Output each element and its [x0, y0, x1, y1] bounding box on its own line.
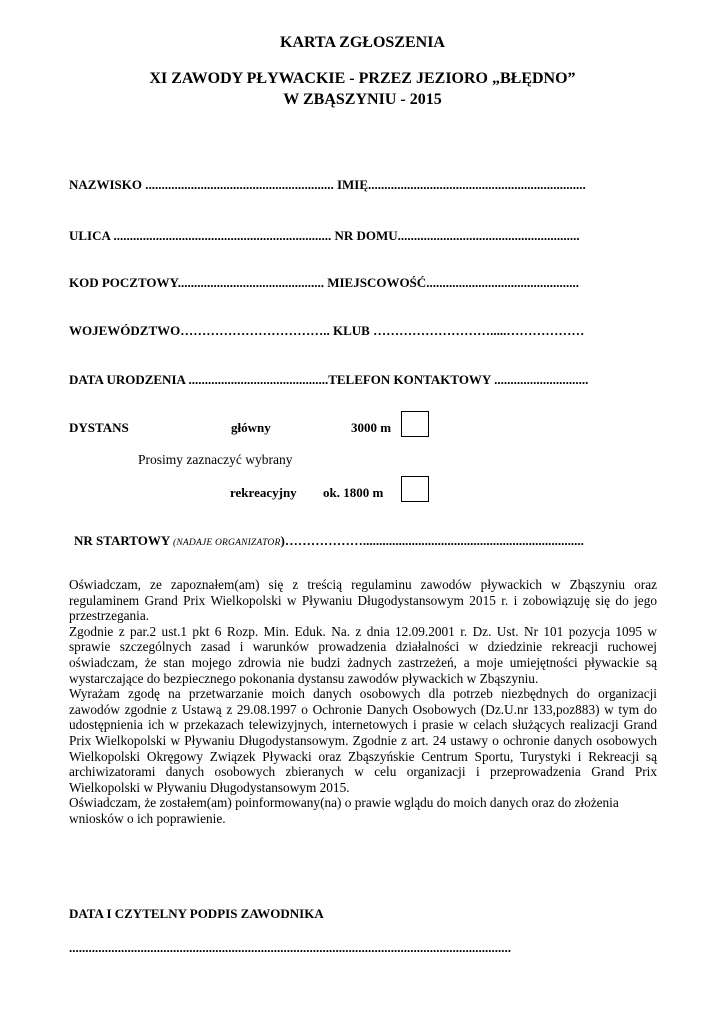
declaration-paragraph-data-rights: Oświadczam, że zostałem(am) poinformowany(na) o prawie wglądu do moich danych oraz do złożenia wniosków o ich poprawienie. — [69, 795, 619, 826]
start-number-note: (NADAJE ORGANIZATOR — [173, 538, 281, 548]
birthdate-row — [69, 372, 588, 388]
signature-label: DATA I CZYTELNY PODPIS ZAWODNIKA — [69, 906, 324, 921]
distance-recreational-label: rekreacyjny — [230, 485, 297, 500]
club-label: KLUB — [333, 323, 370, 338]
surname-row — [69, 177, 586, 193]
event-location: W ZBĄSZYNIU - 2015 — [283, 91, 442, 108]
surname-label: NAZWISKO — [69, 177, 142, 192]
distance-instruction: Prosimy zaznaczyć wybrany — [138, 452, 293, 467]
street-row — [69, 228, 580, 244]
event-title: XI ZAWODY PŁYWACKIE - PRZEZ JEZIORO „BŁĘDNO” — [149, 70, 576, 87]
voivodeship-row — [69, 323, 584, 339]
phone-label: TELEFON KONTAKTOWY — [328, 372, 491, 387]
declaration-paragraph-data-consent: Wyrażam zgodę na przetwarzanie moich danych osobowych dla potrzeb niezbędnych do organizacji zawodów zgodnie z Ustawą z 29.08.1997 o Ochronie Danych Osobowych (Dz.U.nr 133,poz883) w tym do udostępnienia ich w przekazach telewizyjnych, internetowych i prasie w celach służących realizacji Grand Prix Wielkopolski w Pływaniu Długodystansowym. Zgodnie z art. 24 ustawy o ochronie danych osobowych Wielkopolski Okręgowy Związek Pływacki oraz Zbąszyńskie Centrum Sportu, Turystyki i Rekreacji są archiwizatorami danych osobowych zbieranych w celu organizacji i przeprowadzenia Grand Prix Wielkopolski w Pływaniu Długodystansowym 2015. — [69, 686, 657, 795]
distance-label: DYSTANS — [69, 420, 129, 435]
distance-recreational-checkbox[interactable] — [401, 476, 429, 502]
name-field[interactable]: ................................................................... — [368, 177, 586, 192]
postcode-label: KOD POCZTOWY — [69, 275, 178, 290]
distance-main-value: 3000 m — [351, 420, 392, 435]
club-field[interactable]: ……………………….....……………… — [369, 323, 585, 338]
street-field[interactable]: ................................................................... — [110, 228, 335, 243]
start-number-label: NR STARTOWY — [74, 533, 170, 548]
declaration-paragraph-health: Zgodnie z par.2 ust.1 pkt 6 Rozp. Min. Eduk. Na. z dnia 12.09.2001 r. Dz. Ust. Nr 101 pozycja 1095 w sprawie szczególnych zasad i warunków prowadzenia działalności w dziedzinie rekreacji ruchowej oświadczam, że stan mojego zdrowia nie budzi żadnych zastrzeżeń, a moje umiejętności pływackie są wystarczające do bezpiecznego pokonania dystansu zawodów pływackich w Zbąszyniu. — [69, 623, 657, 686]
birthdate-label: DATA URODZENIA — [69, 372, 186, 387]
declaration-text — [69, 577, 657, 827]
start-number-close-paren: ) — [280, 533, 285, 548]
phone-field[interactable]: ............................. — [490, 372, 589, 387]
house-number-label: NR DOMU — [334, 228, 398, 243]
form-title: KARTA ZGŁOSZENIA — [280, 34, 445, 51]
signature-field[interactable]: ........................................................................................................................................ — [69, 940, 511, 955]
start-number-field[interactable]: ……………….................................................................... — [284, 533, 584, 548]
birthdate-field[interactable]: ........................................... — [185, 372, 329, 387]
declaration-paragraph-rules: Oświadczam, ze zapoznałem(am) się z treścią regulaminu zawodów pływackich w Zbąszyniu oraz regulaminem Grand Prix Wielkopolski w Pływaniu Długodystansowym 2015 r. i zobowiązuję się do jego przestrzegania. — [69, 577, 657, 624]
name-label: IMIĘ — [336, 177, 369, 192]
surname-field[interactable]: .......................................................... — [141, 177, 337, 192]
house-number-field[interactable]: ........................................................ — [397, 228, 580, 243]
distance-main-label: główny — [231, 420, 271, 435]
start-number-row — [74, 533, 584, 549]
distance-main-checkbox[interactable] — [401, 411, 429, 437]
distance-recreational-value: ok. 1800 m — [323, 485, 384, 500]
postcode-row — [69, 275, 579, 291]
voivodeship-label: WOJEWÓDZTWO — [69, 323, 181, 338]
city-field[interactable]: ............................................... — [426, 275, 579, 290]
postcode-field[interactable]: ............................................. — [177, 275, 328, 290]
street-label: ULICA — [69, 228, 111, 243]
voivodeship-field[interactable]: …………………………….. — [180, 323, 333, 338]
city-label: MIEJSCOWOŚĆ — [327, 275, 427, 290]
